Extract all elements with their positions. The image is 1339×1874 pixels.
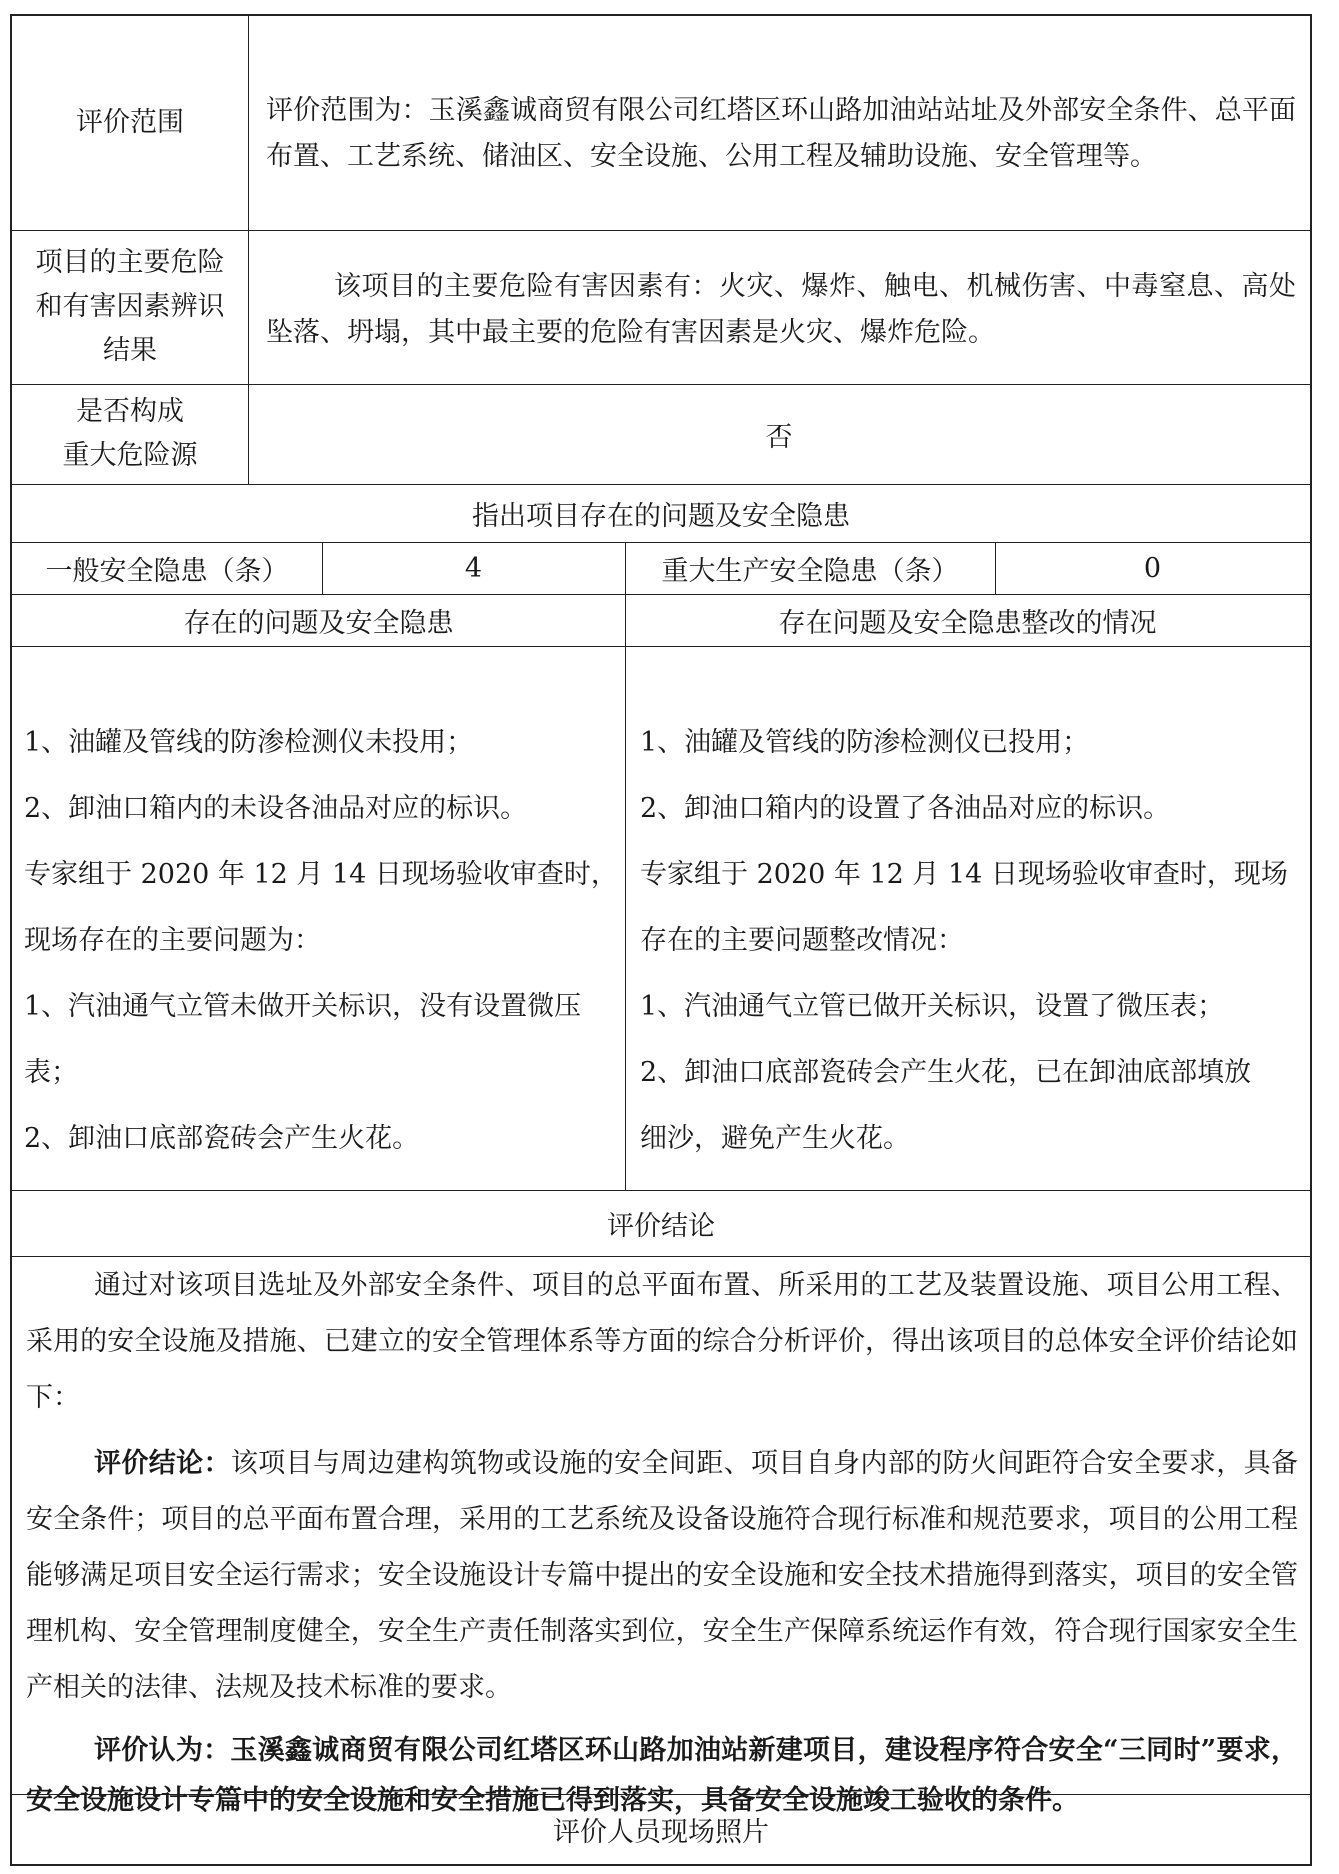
issues-column-header-text: 存在的问题及安全隐患 [183, 607, 454, 639]
list-item: 1、油罐及管线的防渗检测仪未投用； [24, 727, 474, 758]
scope-label [12, 16, 248, 230]
row-divider [12, 1256, 1310, 1257]
list-item: 专家组于 2020 年 12 月 14 日现场验收审查时，现场 [640, 859, 1288, 890]
conclusion-heading [12, 1190, 1310, 1256]
major-production-hazard-label-text: 重大生产安全隐患（条） [661, 555, 959, 587]
evaluation-table [10, 14, 1312, 1866]
major-hazard-label [12, 384, 248, 484]
rectification-column-header-text: 存在问题及安全隐患整改的情况 [778, 607, 1157, 639]
list-item: 现场存在的主要问题为： [24, 925, 321, 956]
list-item: 1、油罐及管线的防渗检测仪已投用； [640, 727, 1090, 758]
hazards-label-line: 结果 [103, 335, 157, 366]
major-production-hazard-label [625, 542, 995, 594]
conclusion-lead: 评价结论： [94, 1448, 231, 1479]
list-item: 1、汽油通气立管已做开关标识，设置了微压表； [640, 991, 1225, 1022]
general-hazard-count-text: 4 [464, 552, 483, 584]
major-hazard-label-line: 重大危险源 [62, 440, 198, 471]
conclusion-body [26, 1258, 1298, 1826]
row-divider [12, 646, 1310, 647]
major-production-hazard-count-text: 0 [1143, 552, 1162, 584]
hazards-label-line: 和有害因素辨识 [35, 291, 225, 322]
major-production-hazard-count [995, 542, 1310, 594]
hazards-label [12, 230, 248, 384]
conclusion-heading-text: 评价结论 [607, 1210, 715, 1242]
issues-heading [12, 484, 1310, 542]
photos-heading [12, 1794, 1310, 1864]
major-hazard-value [248, 384, 1310, 484]
list-item: 表； [24, 1057, 78, 1088]
general-hazard-count [322, 542, 625, 594]
conclusion-text: 该项目与周边建构筑物或设施的安全间距、项目自身内部的防火间距符合安全要求，具备安全条件；项目的总平面布置合理，采用的工艺系统及设备设施符合现行标准和规范要求，项目的公用工程能够满足项目安全运行需求；安全设施设计专篇中提出的安全设施和安全技术措施得到落实，项目的安全管理机构、安全管理制度健全，安全生产责任制落实到位，安全生产保障系统运作有效，符合现行国家安全生产相关的法律、法规及技术标准的要求。 [26, 1448, 1299, 1703]
list-item: 2、卸油口底部瓷砖会产生火花。 [24, 1123, 420, 1154]
photos-heading-text: 评价人员现场照片 [553, 1816, 769, 1848]
rectification-column-header [625, 594, 1310, 646]
list-item: 细沙，避免产生火花。 [640, 1123, 910, 1154]
scope-label-text: 评价范围 [76, 107, 184, 138]
rectification-list [640, 710, 1306, 1172]
list-item: 2、卸油口箱内的未设各油品对应的标识。 [24, 793, 528, 824]
hazards-content: 该项目的主要危险有害因素有：火灾、爆炸、触电、机械伤害、中毒窒息、高处坠落、坍塌，其中最主要的危险有害因素是火灾、爆炸危险。 [266, 271, 1296, 348]
list-item: 存在的主要问题整改情况： [640, 925, 964, 956]
hazards-label-line: 项目的主要危险 [35, 247, 225, 278]
major-hazard-label-line: 是否构成 [76, 396, 184, 427]
conclusion-intro: 通过对该项目选址及外部安全条件、项目的总平面布置、所采用的工艺及装置设施、项目公用工程、采用的安全设施及措施、已建立的安全管理体系等方面的综合分析评价，得出该项目的总体安全评价结论如下： [26, 1270, 1298, 1413]
issues-list [24, 710, 620, 1172]
final-assessment: 评价认为：玉溪鑫诚商贸有限公司红塔区环山路加油站新建项目，建设程序符合安全“三同时”要求，安全设施设计专篇中的安全设施和安全措施已得到落实，具备安全设施竣工验收的条件。 [26, 1735, 1298, 1816]
scope-content: 评价范围为：玉溪鑫诚商贸有限公司红塔区环山路加油站站址及外部安全条件、总平面布置、工艺系统、储油区、安全设施、公用工程及辅助设施、安全管理等。 [266, 95, 1296, 172]
issues-column-header [12, 594, 625, 646]
general-hazard-label-text: 一般安全隐患（条） [45, 555, 289, 587]
list-item: 1、汽油通气立管未做开关标识，没有设置微压 [24, 991, 582, 1022]
general-hazard-label [12, 542, 322, 594]
conclusion-paragraph [26, 1436, 1298, 1716]
list-item: 2、卸油口底部瓷砖会产生火花，已在卸油底部填放 [640, 1057, 1252, 1088]
list-item: 2、卸油口箱内的设置了各油品对应的标识。 [640, 793, 1171, 824]
major-hazard-value-text: 否 [765, 421, 793, 453]
list-item: 专家组于 2020 年 12 月 14 日现场验收审查时， [24, 859, 618, 890]
issues-heading-text: 指出项目存在的问题及安全隐患 [472, 500, 850, 532]
